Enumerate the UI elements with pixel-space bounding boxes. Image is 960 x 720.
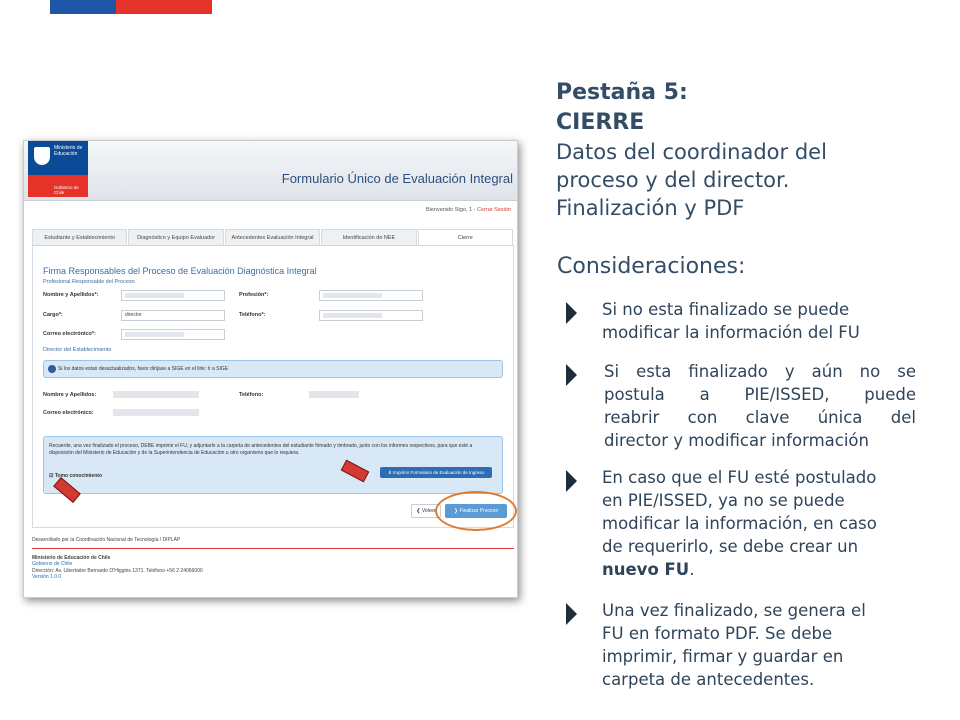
slide-title-block — [556, 78, 936, 222]
footer-ministry: Ministerio de Educación de Chile — [32, 554, 111, 561]
bullet-3-line-1: En caso que el FU esté postulado — [602, 468, 877, 487]
tab-diagnostico[interactable]: Diagnóstico y Equipo Evaluador — [128, 229, 223, 245]
print-button-label: Imprimir Formulario de Evaluación de Ingreso — [392, 470, 485, 475]
email-field[interactable] — [121, 329, 225, 340]
footer-version: Versión 1.0.0 — [32, 574, 62, 580]
print-form-button[interactable]: ⬇ Imprimir Formulario de Evaluación de Ingreso — [380, 467, 492, 478]
welcome-user: Bienvenido Stgo, 1 - — [425, 207, 476, 213]
slide-subtitle-1: Datos del coordinador del — [556, 140, 827, 164]
slide-subtitle-2: proceso y del director. — [556, 168, 790, 192]
label-profession: Profesión*: — [239, 292, 269, 298]
section-title: Firma Responsables del Proceso de Evaluación Diagnóstica Integral — [43, 266, 317, 276]
form-panel — [32, 246, 514, 528]
bullet-arrow-icon — [566, 364, 577, 386]
slide-heading-1: Pestaña 5: — [556, 80, 688, 105]
info-bar — [43, 360, 503, 378]
bullet-2-line-4: director y modificar información — [604, 431, 869, 450]
label-name: Nombre y Apellidos*: — [43, 292, 99, 298]
footer-gov-link[interactable]: Gobierno de Chile — [32, 561, 73, 567]
notice-box — [43, 436, 503, 494]
checkbox-label: Tomo conocimiento — [54, 473, 103, 479]
slide-heading-2: CIERRE — [556, 110, 645, 135]
logo-text-2: Educación — [54, 151, 78, 157]
bullet-arrow-icon — [566, 603, 577, 625]
dir-phone-value — [309, 391, 359, 398]
dir-email-value — [113, 409, 199, 416]
dir-name-value — [113, 391, 199, 398]
form-screenshot — [23, 140, 518, 598]
label-dir-email: Correo electrónico: — [43, 410, 94, 416]
bullet-3-tail: . — [689, 560, 695, 579]
logo-footer: Gobierno de Chile — [54, 185, 79, 195]
slide-subtitle-3: Finalización y PDF — [556, 196, 745, 220]
shield-icon — [34, 147, 50, 165]
bullet-1-line-1: Si no esta finalizado se puede — [602, 300, 850, 319]
label-phone: Teléfono*: — [239, 312, 266, 318]
flag-stripe — [50, 0, 212, 14]
considerations-title: Consideraciones: — [557, 254, 746, 279]
bullet-4-line-1: Una vez finalizado, se genera el — [602, 601, 866, 620]
highlight-circle — [435, 491, 517, 531]
info-text: Si los datos estan desactualizados, favor diríjase a SIGE en el link: Ir a SIGE — [58, 366, 229, 372]
logo-text-1: Ministerio de — [54, 145, 83, 151]
bullet-2-line-3: reabrir con clave única del — [604, 408, 916, 427]
tab-identificacion[interactable]: Identificación de NEE — [321, 229, 416, 245]
flag-red-segment — [116, 0, 212, 14]
back-button[interactable]: ❮ Volver — [411, 504, 441, 518]
ministry-logo — [28, 141, 88, 197]
bullet-1-line-2: modificar la información del FU — [602, 323, 860, 342]
notice-text: Recuerde, una vez finalizado el proceso, DEBE imprimir el FU, y adjuntarlo a la carpeta de antecedentes del estudiante firmado y timbrado, junto con los informes respectivos, para que esté a disposición del Ministerio de Educación y de la Superintendencia de Educación u otro organismo que lo requiera. — [49, 443, 473, 456]
info-icon — [48, 365, 56, 373]
footer-developer: Desarrollado por la Coordinación Nacional de Tecnología / DIPLAP — [32, 537, 514, 549]
bullet-4-line-3: imprimir, firmar y guardar en — [602, 647, 844, 666]
subsection-process: Profesional Responsable del Proceso — [43, 279, 135, 285]
phone-field[interactable] — [319, 310, 423, 321]
logout-link[interactable]: Cerrar Sesión — [477, 207, 511, 213]
footer-address: Dirección: Av. Libertador Bernardo O'Higgins 1371. Teléfono +56 2 24066000 — [32, 567, 203, 574]
label-dir-phone: Teléfono: — [239, 392, 264, 398]
bullet-3-line-3: modificar la información, en caso — [602, 514, 877, 533]
tab-estudiante[interactable]: Estudiante y Establecimiento — [32, 229, 127, 245]
bullet-3-line-4: de requerirlo, se debe crear un — [602, 537, 859, 556]
role-field[interactable]: director — [121, 310, 225, 321]
bullet-arrow-icon — [566, 470, 577, 492]
label-email: Correo electrónico*: — [43, 331, 96, 337]
flag-blue-segment — [50, 0, 116, 14]
form-tabs — [32, 229, 514, 246]
welcome-text — [426, 207, 511, 213]
app-header — [24, 141, 518, 201]
acknowledge-checkbox[interactable]: ☑ Tomo conocimiento — [49, 473, 103, 479]
subsection-director: Director del Establecimiento — [43, 347, 112, 353]
tab-antecedentes[interactable]: Antecedentes Evaluación Integral — [225, 229, 320, 245]
tab-cierre[interactable]: Cierre — [418, 229, 513, 245]
profession-field[interactable] — [319, 290, 423, 301]
bullet-2-line-2: postula a PIE/ISSED, puede — [604, 385, 916, 404]
bullet-4-line-2: FU en formato PDF. Se debe — [602, 624, 833, 643]
bullet-3-line-2: en PIE/ISSED, ya no se puede — [602, 491, 845, 510]
bullet-3-line-5 — [602, 558, 916, 581]
name-field[interactable] — [121, 290, 225, 301]
bullet-2-line-1: Si esta finalizado y aún no se — [604, 362, 916, 381]
bullet-arrow-icon — [566, 302, 577, 324]
finish-process-button[interactable]: ❯ Finalizar Proceso — [445, 504, 507, 518]
label-role: Cargo*: — [43, 312, 63, 318]
bullet-4-line-4: carpeta de antecedentes. — [602, 670, 815, 689]
bullet-3-bold: nuevo FU — [602, 560, 690, 579]
finish-button-label: Finalizar Proceso — [459, 508, 499, 514]
back-button-label: Volver — [421, 508, 436, 514]
app-title: Formulario Único de Evaluación Integral — [281, 171, 513, 186]
label-dir-name: Nombre y Apellidos: — [43, 392, 97, 398]
page-footer — [32, 537, 514, 581]
